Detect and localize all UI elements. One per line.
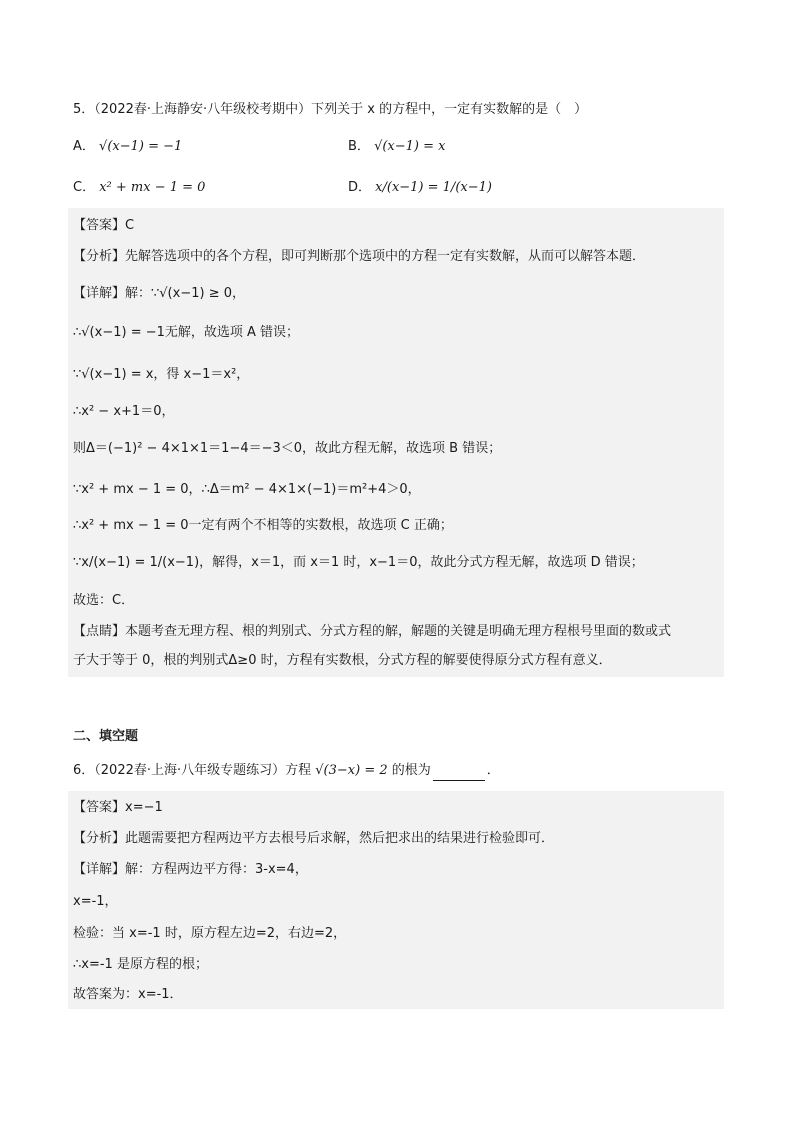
q5-detail-line: ∵√(x−1) = x，得 x−1＝x²，	[73, 367, 250, 382]
q6-stem-post: 的根为	[391, 763, 431, 778]
q5-stem: 5．（2022春·上海静安·八年级校考期中）下列关于 x 的方程中，一定有实数解的是（ ）	[73, 102, 588, 117]
q6-detail-line: 【详解】解：方程两边平方得：3-x=4，	[73, 862, 308, 877]
q6-stem-expr: √(3−x) = 2	[315, 763, 388, 778]
q5-option-a-expr: √(x−1) = −1	[99, 139, 183, 154]
q6-stem-end: ．	[486, 763, 500, 778]
q5-option-b	[348, 137, 445, 157]
q6-detail-line: 故答案为：x=-1．	[73, 987, 183, 1002]
section-heading: 二、填空题	[73, 729, 139, 744]
q5-option-c-expr: x² + mx − 1 = 0	[99, 180, 206, 195]
q5-comment-line2: 子大于等于 0，根的判别式Δ≥0 时，方程有实数根，分式方程的解要使得原分式方程有意义．	[73, 653, 612, 668]
q5-comment-line1: 【点睛】本题考查无理方程、根的判别式、分式方程的解，解题的关键是明确无理方程根号里面的数或式	[73, 624, 672, 639]
q5-detail-line: ∵x/(x−1) = 1/(x−1)，解得，x＝1，而 x＝1 时，x−1＝0，故此分式方程无解，故选项 D 错误；	[73, 555, 644, 570]
q6-stem-pre: 6．（2022春·上海·八年级专题练习）方程	[73, 763, 312, 778]
q5-detail-line: ∵x² + mx − 1 = 0，∴Δ＝m² − 4×1×(−1)＝m²+4＞0，	[73, 482, 421, 497]
q5-analysis: 【分析】先解答选项中的各个方程，即可判断那个选项中的方程一定有实数解，从而可以解答本题．	[73, 249, 646, 264]
q6-solution-panel	[68, 791, 724, 1009]
q6-detail-line: 检验：当 x=-1 时，原方程左边=2，右边=2，	[73, 926, 347, 941]
q6-answer-blank	[433, 766, 485, 781]
q5-option-d	[348, 178, 492, 198]
q5-option-d-expr: x/(x−1) = 1/(x−1)	[375, 180, 492, 195]
q5-detail-line: 则Δ＝(−1)² − 4×1×1＝1−4＝−3＜0，故此方程无解，故选项 B 错误；	[73, 441, 502, 456]
q6-answer: 【答案】x=−1	[73, 800, 163, 815]
q5-option-a-label: A．	[73, 139, 95, 154]
q5-detail-line: ∴x² − x+1＝0，	[73, 404, 175, 419]
q5-detail-line: 故选：C．	[73, 593, 135, 608]
q5-detail-line: 【详解】解：∵√(x−1) ≥ 0，	[73, 286, 245, 301]
q5-detail-line: ∴√(x−1) = −1无解，故选项 A 错误；	[73, 325, 300, 340]
q5-option-c	[73, 178, 205, 198]
q5-detail-line: ∴x² + mx − 1 = 0一定有两个不相等的实数根，故选项 C 正确；	[73, 518, 453, 533]
q5-option-b-label: B．	[348, 139, 370, 154]
q5-answer: 【答案】C	[73, 218, 135, 233]
q5-option-a	[73, 137, 182, 157]
q5-option-d-label: D．	[348, 180, 372, 195]
q6-stem	[73, 761, 500, 781]
q6-detail-line: ∴x=-1 是原方程的根；	[73, 957, 208, 972]
q5-option-c-label: C．	[73, 180, 96, 195]
q6-detail-line: x=-1，	[73, 894, 118, 909]
q5-option-b-expr: √(x−1) = x	[374, 139, 446, 154]
q6-analysis: 【分析】此题需要把方程两边平方去根号后求解，然后把求出的结果进行检验即可．	[73, 831, 555, 846]
